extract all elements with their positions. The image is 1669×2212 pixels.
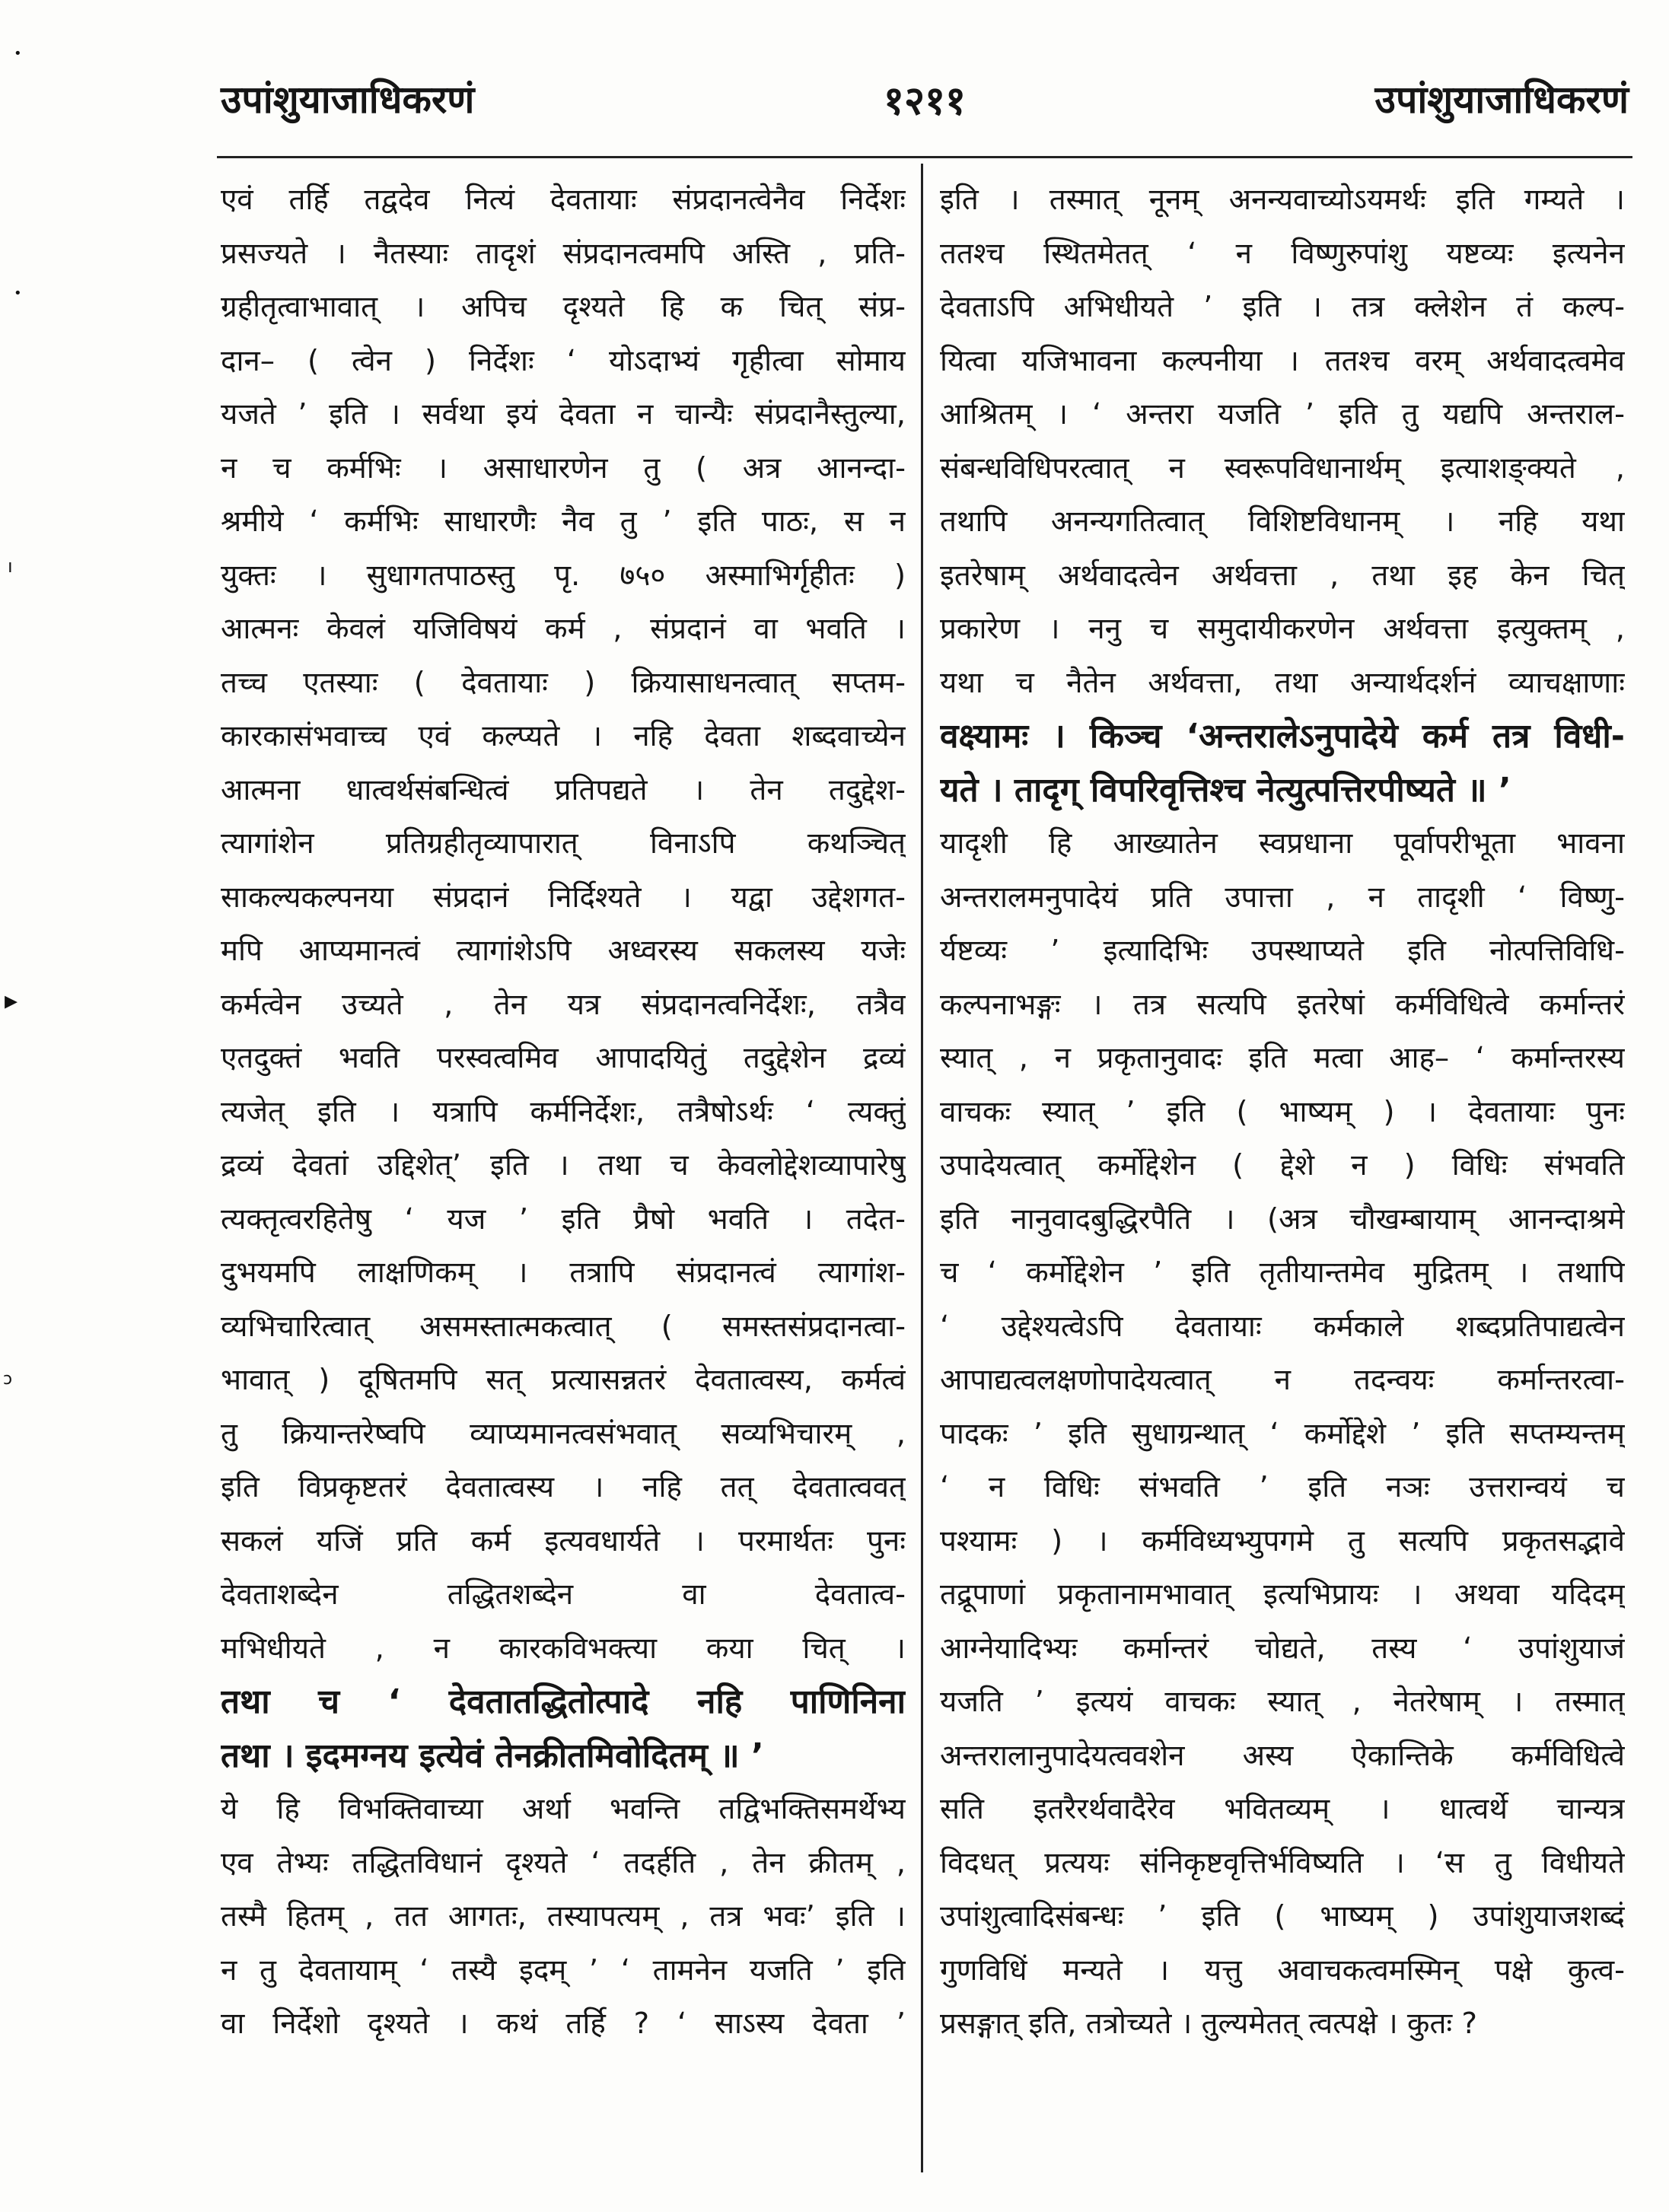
left-column [221, 173, 906, 2051]
margin-speck-4: ▸ [5, 985, 18, 1016]
text-line: युक्तः । सुधागतपाठस्तु पृ. ७५० अस्माभिर्गृहीतः ) [221, 558, 906, 593]
text-line: प्रसङ्गात् इति, तत्रोच्यते । तुल्यमेतत् त्वत्पक्षे । कुतः ? [940, 2007, 1477, 2041]
text-line: दान– ( त्वेन ) निर्देशः ‘ योऽदाभ्यं गृहीत्वा सोमाय [221, 343, 906, 378]
text-line: तद्रूपाणां प्रकृतानामभावात् इत्यभिप्रायः । अथवा यदिदम् [940, 1577, 1625, 1612]
text-line: आश्रितम् । ‘ अन्तरा यजति ’ इति तु यद्यपि अन्तराल- [940, 397, 1625, 431]
column-divider [921, 164, 923, 2172]
text-line: यित्वा यजिभावना कल्पनीया । ततश्च वरम् अर्थवादत्वमेव [940, 343, 1625, 378]
text-line: प्रसज्यते । नैतस्याः तादृशं संप्रदानत्वमपि अस्ति , प्रति- [221, 236, 906, 271]
page-header [221, 72, 1629, 141]
text-line: अन्तरालमनुपादेयं प्रति उपात्ता , न तादृशी ‘ विष्णु- [940, 880, 1625, 915]
header-rule [217, 156, 1632, 158]
text-line: पादकः ’ इति सुधाग्रन्थात् ‘ कर्मोद्देशे ’ इति सप्तम्यन्तम् [940, 1416, 1625, 1451]
text-line: कल्पनाभङ्गः । तत्र सत्यपि इतरेषां कर्मविधित्वे कर्मान्तरं [940, 987, 1625, 1022]
text-line: यजते ’ इति । सर्वथा इयं देवता न चान्यैः संप्रदानैस्तुल्या, [221, 397, 906, 431]
text-line: कारकासंभवाच्च एवं कल्प्यते । नहि देवता शब्दवाच्येन [221, 719, 906, 753]
verse-line: तथा च ‘ देवतातद्धितोत्पादे नहि पाणिनिना [221, 1682, 906, 1721]
text-line: सति इतरैरर्थवादैरेव भवितव्यम् । धात्वर्थे चान्यत्र [940, 1792, 1625, 1826]
text-line: स्यात् , न प्रकृतानुवादः इति मत्वा आह– ‘ कर्मान्तरस्य [940, 1041, 1625, 1075]
text-line: श्रमीये ‘ कर्मभिः साधारणैः नैव तु ’ इति पाठः, स न [221, 504, 906, 539]
text-line: दुभयमपि लाक्षणिकम् । तत्रापि संप्रदानत्वं त्यागांश- [221, 1256, 906, 1290]
text-line: ग्रहीतृत्वाभावात् । अपिच दृश्यते हि क चित् संप्र- [221, 290, 906, 324]
text-line: साकल्यकल्पनया संप्रदानं निर्दिश्यते । यद्वा उद्देशगत- [221, 880, 906, 915]
text-line: इति नानुवादबुद्धिरपैति । (अत्र चौखम्बायाम् आनन्दाश्रमे [940, 1201, 1625, 1236]
text-line: त्यजेत् इति । यत्रापि कर्मनिर्देशः, तत्रैषोऽर्थः ‘ त्यक्तुं [221, 1094, 906, 1129]
margin-speck-5: ɔ [3, 1370, 13, 1389]
verse-line: वक्ष्यामः । किञ्च ‘अन्तरालेऽनुपादेये कर्म तत्र विधी- [940, 717, 1625, 756]
text-line: एतदुक्तं भवति परस्वत्वमिव आपादयितुं तदुद्देशेन द्रव्यं [221, 1041, 906, 1075]
text-line: यथा च नैतेन अर्थवत्ता, तथा अन्यार्थदर्शनं व्याचक्षाणाः [940, 665, 1625, 700]
text-line: कर्मत्वेन उच्यते , तेन यत्र संप्रदानत्वनिर्देशः, तत्रैव [221, 987, 906, 1022]
text-line: मपि आप्यमानत्वं त्यागांशेऽपि अध्वरस्य सकलस्य यजेः [221, 934, 906, 968]
text-line: ‘ न विधिः संभवति ’ इति नञः उत्तरान्वयं च [940, 1470, 1625, 1504]
text-line: न तु देवतायाम् ‘ तस्यै इदम् ’ ‘ तामनेन यजति ’ इति [221, 1953, 906, 1988]
text-line: देवताऽपि अभिधीयते ’ इति । तत्र क्लेशेन तं कल्प- [940, 290, 1625, 324]
text-line: आपाद्यत्वलक्षणोपादेयत्वात् न तदन्वयः कर्मान्तरत्वा- [940, 1363, 1625, 1397]
text-line: इति विप्रकृष्टतरं देवतात्वस्य । नहि तत् देवतात्ववत् [221, 1470, 906, 1504]
text-line: सकलं यजिं प्रति कर्म इत्यवधार्यते । परमार्थतः पुनः [221, 1523, 906, 1558]
text-line: ततश्च स्थितमेतत् ‘ न विष्णुरुपांशु यष्टव्यः इत्यनेन [940, 236, 1625, 271]
running-head-left: उपांशुयाजाधिकरणं [221, 78, 475, 122]
right-column [940, 173, 1625, 2051]
text-line: देवताशब्देन तद्धितशब्देन वा देवतात्व- [221, 1577, 906, 1612]
text-line: इतरेषाम् अर्थवादत्वेन अर्थवत्ता , तथा इह केन चित् [940, 558, 1625, 593]
text-line: पश्यामः ) । कर्मविध्यभ्युपगमे तु सत्यपि प्रकृतसद्भावे [940, 1523, 1625, 1558]
text-line: गुणविधिं मन्यते । यत्तु अवाचकत्वमस्मिन् पक्षे कुत्व- [940, 1953, 1625, 1988]
margin-speck-2: • [14, 285, 22, 301]
text-line: आत्मना धात्वर्थसंबन्धित्वं प्रतिपद्यते । तेन तदुद्देश- [221, 772, 906, 807]
text-line: ये हि विभक्तिवाच्या अर्था भवन्ति तद्विभक्तिसमर्थेभ्य [221, 1792, 906, 1826]
text-line: तस्मै हितम् , तत आगतः, तस्यापत्यम् , तत्र भवः’ इति । [221, 1899, 906, 1934]
text-line: द्रव्यं देवतां उद्दिशेत्’ इति । तथा च केवलोद्देशव्यापारेषु [221, 1148, 906, 1182]
running-head-right: उपांशुयाजाधिकरणं [1374, 78, 1629, 122]
text-line: ‘ उद्देश्यत्वेऽपि देवतायाः कर्मकाले शब्दप्रतिपाद्यत्वेन [940, 1309, 1625, 1344]
margin-speck-1: • [14, 46, 22, 62]
text-line: इति । तस्मात् नूनम् अनन्यवाच्योऽयमर्थः इति गम्यते । [940, 183, 1625, 217]
text-line: तथापि अनन्यगतित्वात् विशिष्टविधानम् । नहि यथा [940, 504, 1625, 539]
text-line: उपादेयत्वात् कर्मोद्देशेन ( द्देशे न ) विधिः संभवति [940, 1148, 1625, 1182]
text-line: विदधत् प्रत्ययः संनिकृष्टवृत्तिर्भविष्यति । ‘स तु विधीयते [940, 1845, 1625, 1880]
text-line: च ‘ कर्मोद्देशेन ’ इति तृतीयान्तमेव मुद्रितम् । तथापि [940, 1256, 1625, 1290]
text-line: मभिधीयते , न कारकविभक्त्या कया चित् । [221, 1631, 906, 1666]
text-line: यादृशी हि आख्यातेन स्वप्रधाना पूर्वापरीभूता भावना [940, 826, 1625, 861]
text-line: संबन्धविधिपरत्वात् न स्वरूपविधानार्थम् इत्याशङ्क्यते , [940, 450, 1625, 485]
text-line: प्रकारेण । ननु च समुदायीकरणेन अर्थवत्ता इत्युक्तम् , [940, 612, 1625, 646]
verse-line: यते । तादृग् विपरिवृत्तिश्च नेत्युत्पत्तिरपीष्यते ॥ ’ [940, 770, 1511, 810]
text-line: तच्च एतस्याः ( देवतायाः ) क्रियासाधनत्वात् सप्तम- [221, 665, 906, 700]
text-line: त्यागांशेन प्रतिग्रहीतृव्यापारात् विनाऽपि कथञ्चित् [221, 826, 906, 861]
text-line: यजति ’ इत्ययं वाचकः स्यात् , नेतरेषाम् । तस्मात् [940, 1685, 1625, 1719]
text-line: व्यभिचारित्वात् असमस्तात्मकत्वात् ( समस्तसंप्रदानत्वा- [221, 1309, 906, 1344]
verse-line: तथा । इदमग्नय इत्येवं तेनक्रीतमिवोदितम् ॥ ’ [221, 1736, 764, 1775]
text-line: आत्मनः केवलं यजिविषयं कर्म , संप्रदानं वा भवति । [221, 612, 906, 646]
text-line: उपांशुत्वादिसंबन्धः ’ इति ( भाष्यम् ) उपांशुयाजशब्दं [940, 1899, 1625, 1934]
text-line: वाचकः स्यात् ’ इति ( भाष्यम् ) । देवतायाः पुनः [940, 1094, 1625, 1129]
text-line: एव तेभ्यः तद्धितविधानं दृश्यते ‘ तदर्हति , तेन क्रीतम् , [221, 1845, 906, 1880]
text-line: अन्तरालानुपादेयत्ववशेन अस्य ऐकान्तिके कर्मविधित्वे [940, 1738, 1625, 1773]
text-line: आग्नेयादिभ्यः कर्मान्तरं चोद्यते, तस्य ‘ उपांशुयाजं [940, 1631, 1625, 1666]
text-line: तु क्रियान्तरेष्वपि व्याप्यमानत्वसंभवात् सव्यभिचारम् , [221, 1416, 906, 1451]
text-line: वा निर्देशो दृश्यते । कथं तर्हि ? ‘ साऽस्य देवता ’ [221, 2007, 906, 2041]
margin-speck-3: ı [8, 555, 13, 577]
text-line: न च कर्मभिः । असाधारणेन तु ( अत्र आनन्दा- [221, 450, 906, 485]
text-line: त्यक्तृत्वरहितेषु ‘ यज ’ इति प्रैषो भवति । तदेत- [221, 1201, 906, 1236]
text-line: एवं तर्हि तद्वदेव नित्यं देवतायाः संप्रदानत्वेनैव निर्देशः [221, 183, 906, 217]
text-line: र्यष्टव्यः ’ इत्यादिभिः उपस्थाप्यते इति नोत्पत्तिविधि- [940, 934, 1625, 968]
page-number: १२११ [883, 78, 967, 124]
text-line: भावात् ) दूषितमपि सत् प्रत्यासन्नतरं देवतात्वस्य, कर्मत्वं [221, 1363, 906, 1397]
